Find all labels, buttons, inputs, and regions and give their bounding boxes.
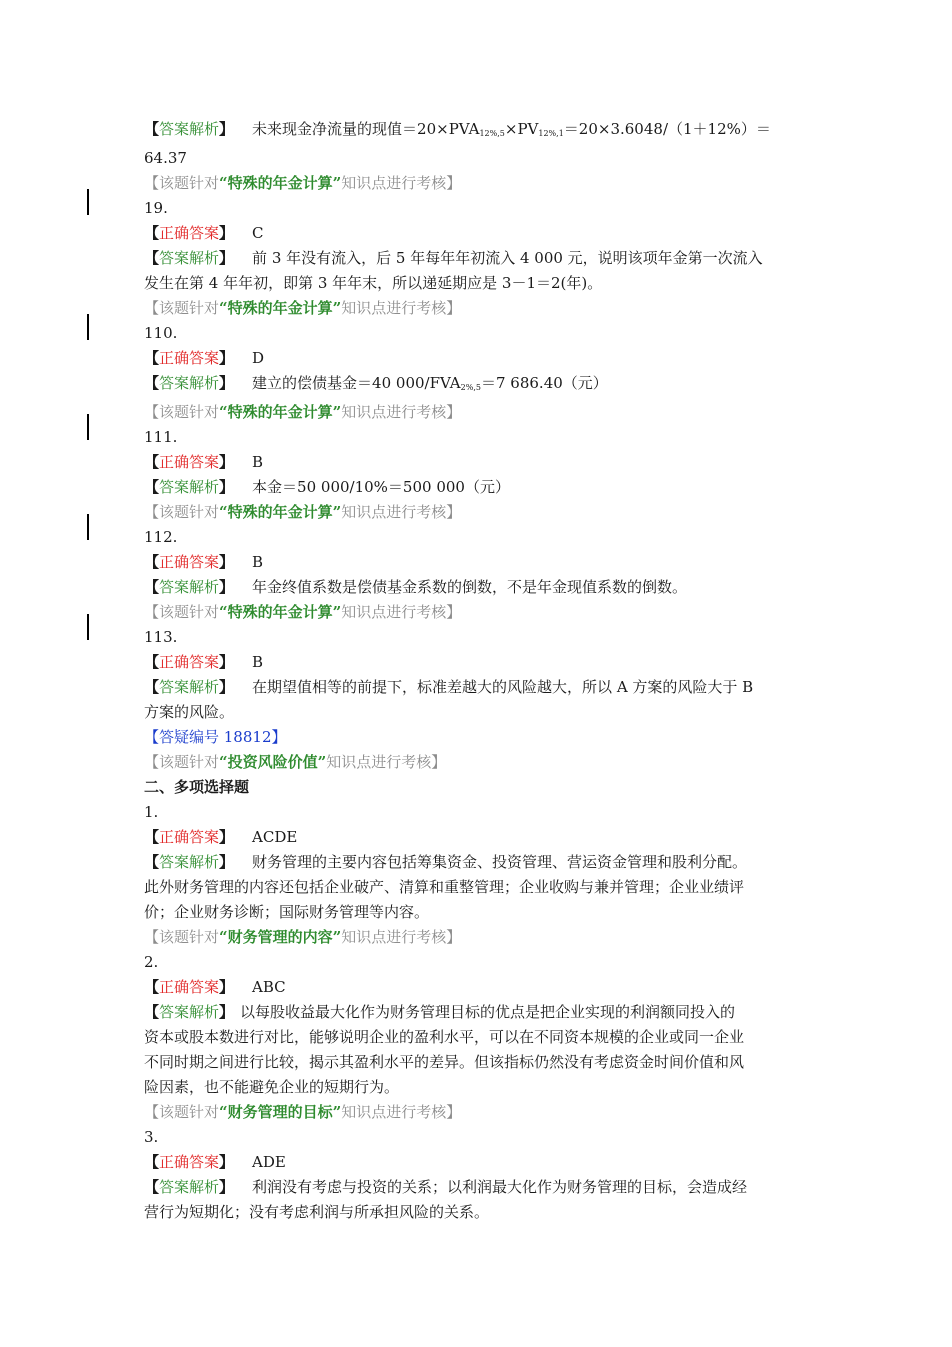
analysis-line: 【答案解析】 未来现金净流量的现值$=20\times PVA_{12\%,5}\times PV_{12\%,1}=20\times 3.6048/(1+12\%)=$ — [144, 120, 771, 138]
analysis-text: 64.37 — [144, 149, 187, 167]
question-number: 112. — [144, 528, 178, 546]
topic-note: 【该题针对“特殊的年金计算”知识点进行考核】 — [144, 403, 462, 421]
correct-answer-label: 正确答案 — [159, 653, 220, 671]
revision-bar — [87, 614, 89, 640]
analysis-label: 答案解析 — [159, 678, 220, 696]
analysis-label: 答案解析 — [159, 853, 220, 871]
correct-answer-label: 正确答案 — [159, 224, 220, 242]
correct-answer-label: 正确答案 — [159, 828, 220, 846]
correct-answer-label: 正确答案 — [159, 553, 220, 571]
topic-note: 【该题针对“财务管理的目标”知识点进行考核】 — [144, 1103, 462, 1121]
analysis-line: 【答案解析】 以每股收益最大化作为财务管理目标的优点是把企业实现的利润额同投入的 — [144, 1003, 736, 1021]
question-number: 19. — [144, 199, 168, 217]
analysis-label: 答案解析 — [159, 478, 220, 496]
analysis-text: 此外财务管理的内容还包括企业破产、清算和重整管理；企业收购与兼并管理；企业业绩评 — [144, 878, 745, 896]
analysis-line: 【答案解析】 在期望值相等的前提下，标准差越大的风险越大，所以 A 方案的风险大于 B — [144, 678, 754, 696]
topic-note: 【该题针对“特殊的年金计算”知识点进行考核】 — [144, 299, 462, 317]
analysis-label: 答案解析 — [159, 1003, 220, 1021]
analysis-line: 【答案解析】 财务管理的主要内容包括筹集资金、投资管理、营运资金管理和股利分配。 — [144, 853, 748, 871]
answer-value: B — [252, 653, 264, 671]
topic-note: 【该题针对“财务管理的内容”知识点进行考核】 — [144, 928, 462, 946]
answer-line: 【正确答案】 ADE — [144, 1153, 286, 1171]
answer-value: ABC — [252, 978, 286, 996]
analysis-label: 答案解析 — [159, 374, 220, 392]
analysis-label: 答案解析 — [159, 249, 220, 267]
answer-line: 【正确答案】 B — [144, 453, 264, 471]
answer-line: 【正确答案】 C — [144, 224, 264, 242]
faq-link[interactable]: 【答疑编号 18812】 — [144, 728, 287, 746]
question-number: 1. — [144, 803, 159, 821]
analysis-text: 资本或股本数进行对比，能够说明企业的盈利水平，可以在不同资本规模的企业或同一企业 — [144, 1028, 745, 1046]
answer-line: 【正确答案】 B — [144, 553, 264, 571]
analysis-text: 价；企业财务诊断；国际财务管理等内容。 — [144, 903, 430, 921]
analysis-label: 答案解析 — [159, 1178, 220, 1196]
question-number: 110. — [144, 324, 178, 342]
analysis-line: 【答案解析】 本金＝50 000/10%＝500 000（元） — [144, 478, 510, 496]
answer-value: ACDE — [252, 828, 298, 846]
topic-note: 【该题针对“特殊的年金计算”知识点进行考核】 — [144, 174, 462, 192]
question-number: 111. — [144, 428, 178, 446]
analysis-line: 【答案解析】 建立的偿债基金＝40 $000/FVA_{2\%,5}=7$ 686.40（元） — [144, 374, 608, 392]
question-number: 113. — [144, 628, 178, 646]
analysis-text: 方案的风险。 — [144, 703, 235, 721]
answer-value: C — [252, 224, 264, 242]
answer-value: D — [252, 349, 265, 367]
analysis-label: 答案解析 — [159, 120, 220, 138]
correct-answer-label: 正确答案 — [159, 349, 220, 367]
analysis-text: 发生在第 4 年年初，即第 3 年年末，所以递延期应是 3－1＝2(年)。 — [144, 274, 603, 292]
answer-line: 【正确答案】 D — [144, 349, 265, 367]
answer-value: B — [252, 453, 264, 471]
analysis-line: 【答案解析】 利润没有考虑与投资的关系；以利润最大化作为财务管理的目标，会造成经 — [144, 1178, 748, 1196]
revision-bar — [87, 514, 89, 540]
analysis-text: 营行为短期化；没有考虑利润与所承担风险的关系。 — [144, 1203, 490, 1221]
answer-line: 【正确答案】 ABC — [144, 978, 286, 996]
analysis-line: 【答案解析】 前 3 年没有流入，后 5 年每年年初流入 4 000 元，说明该项年金第一次流入 — [144, 249, 763, 267]
correct-answer-label: 正确答案 — [159, 453, 220, 471]
answer-line: 【正确答案】 ACDE — [144, 828, 298, 846]
topic-note: 【该题针对“投资风险价值”知识点进行考核】 — [144, 753, 447, 771]
topic-note: 【该题针对“特殊的年金计算”知识点进行考核】 — [144, 603, 462, 621]
revision-bar — [87, 414, 89, 440]
answer-value: ADE — [252, 1153, 286, 1171]
answer-value: B — [252, 553, 264, 571]
revision-bar — [87, 314, 89, 340]
analysis-text: 险因素，也不能避免企业的短期行为。 — [144, 1078, 400, 1096]
topic-note: 【该题针对“特殊的年金计算”知识点进行考核】 — [144, 503, 462, 521]
analysis-text: 不同时期之间进行比较，揭示其盈利水平的差异。但该指标仍然没有考虑资金时间价值和风 — [144, 1053, 745, 1071]
correct-answer-label: 正确答案 — [159, 978, 220, 996]
analysis-label: 答案解析 — [159, 578, 220, 596]
question-number: 2. — [144, 953, 159, 971]
analysis-line: 【答案解析】 年金终值系数是偿债基金系数的倒数，不是年金现值系数的倒数。 — [144, 578, 688, 596]
answer-line: 【正确答案】 B — [144, 653, 264, 671]
question-number: 3. — [144, 1128, 159, 1146]
correct-answer-label: 正确答案 — [159, 1153, 220, 1171]
section-heading: 二、多项选择题 — [144, 778, 250, 796]
document-body — [144, 117, 816, 1225]
revision-bar — [87, 189, 89, 215]
